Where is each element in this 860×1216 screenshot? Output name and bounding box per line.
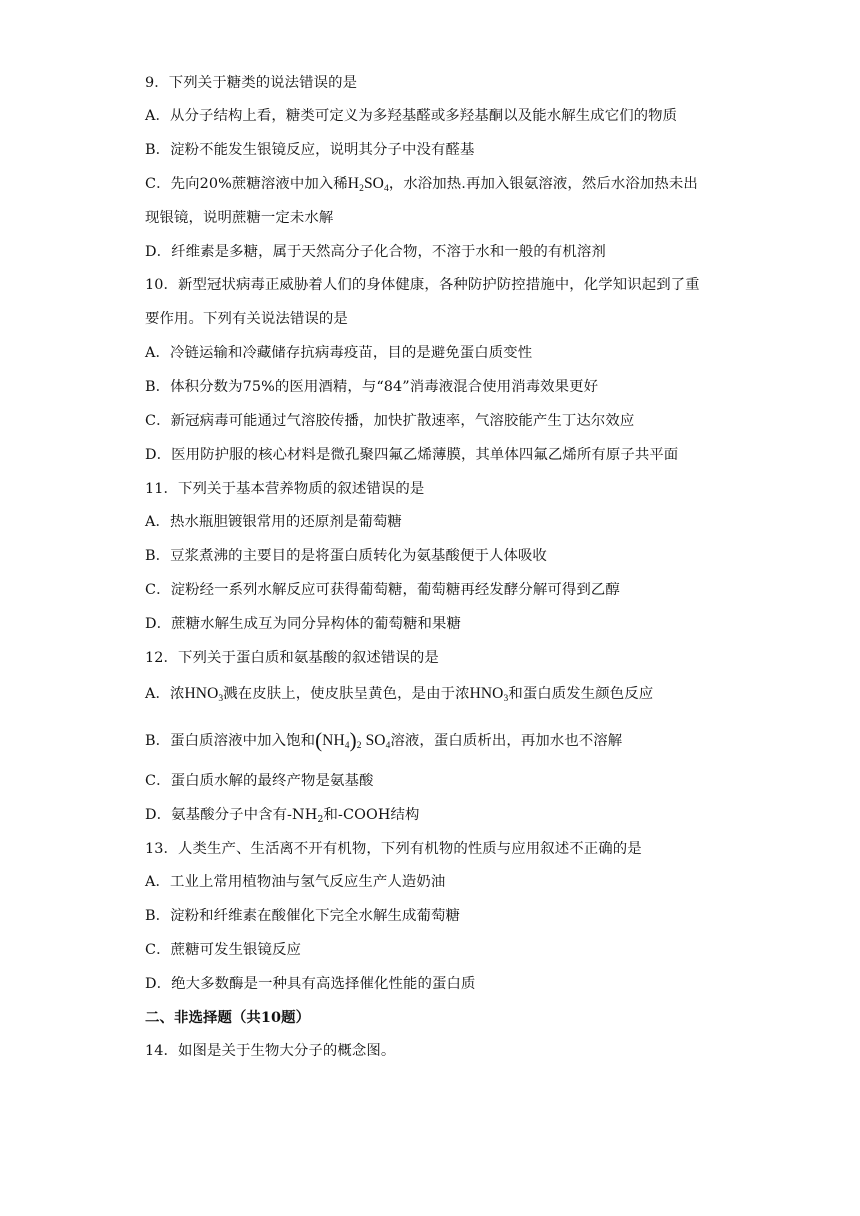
option-a-text-post: 和蛋白质发生颜色反应	[508, 686, 654, 702]
question-12-option-d	[145, 805, 420, 825]
option-a-text-pre: A．浓	[145, 686, 185, 702]
option-c-text-post: ，水浴加热.再加入银氨溶液，然后水浴加热未出	[388, 176, 698, 192]
option-b-text-post: 溶液，蛋白质析出，再加水也不溶解	[390, 733, 623, 749]
question-12-stem: 12．下列关于蛋白质和氨基酸的叙述错误的是	[145, 650, 439, 666]
question-10-option-b: B．体积分数为75%的医用酒精，与“84”消毒液混合使用消毒效果更好	[145, 379, 599, 395]
question-11-option-a: A．热水瓶胆镀银常用的还原剂是葡萄糖	[145, 514, 402, 530]
formula-h2so4: $H_2SO_4$	[347, 175, 389, 194]
question-10-option-a: A．冷链运输和冷藏储存抗病毒疫苗，目的是避免蛋白质变性	[145, 345, 533, 361]
formula-hno3: $HNO_3$	[469, 685, 509, 704]
question-9-option-c	[145, 174, 698, 194]
option-d-subscript: 2	[317, 814, 324, 825]
question-14-stem: 14．如图是关于生物大分子的概念图。	[145, 1043, 396, 1059]
question-13-option-d: D．绝大多数酶是一种具有高选择催化性能的蛋白质	[145, 976, 476, 992]
question-13-stem: 13．人类生产、生活离不开有机物，下列有机物的性质与应用叙述不正确的是	[145, 841, 642, 857]
option-d-text-post: 和-COOH结构	[323, 807, 420, 823]
question-10-stem-continued: 要作用。下列有关说法错误的是	[145, 311, 348, 327]
question-12-option-c: C．蛋白质水解的最终产物是氨基酸	[145, 773, 374, 789]
question-12-option-b	[145, 730, 622, 751]
question-9-stem: 9．下列关于糖类的说法错误的是	[145, 75, 358, 91]
question-13-option-a: A．工业上常用植物油与氢气反应生产人造奶油	[145, 874, 446, 890]
question-11-option-c: C．淀粉经一系列水解反应可获得葡萄糖，葡萄糖再经发酵分解可得到乙醇	[145, 582, 620, 598]
question-10-option-d: D．医用防护服的核心材料是微孔聚四氟乙烯薄膜，其单体四氟乙烯所有原子共平面	[145, 447, 679, 463]
question-12-option-a	[145, 684, 653, 704]
formula-hno3: $HNO_3$	[184, 685, 224, 704]
formula-ammonium-sulfate: $(NH_4)_2$ $SO_4$	[315, 728, 391, 752]
question-11-option-b: B．豆浆煮沸的主要目的是将蛋白质转化为氨基酸便于人体吸收	[145, 548, 547, 564]
question-10-stem: 10．新型冠状病毒正威胁着人们的身体健康，各种防护防控措施中，化学知识起到了重	[145, 277, 700, 293]
question-10-option-c: C．新冠病毒可能通过气溶胶传播，加快扩散速率，气溶胶能产生丁达尔效应	[145, 413, 635, 429]
option-d-text-pre: D．氨基酸分子中含有-NH	[145, 807, 318, 823]
question-11-stem: 11．下列关于基本营养物质的叙述错误的是	[145, 481, 425, 497]
question-11-option-d: D．蔗糖水解生成互为同分异构体的葡萄糖和果糖	[145, 616, 461, 632]
question-9-option-c-continued: 现银镜，说明蔗糖一定未水解	[145, 210, 334, 226]
question-9-option-d: D．纤维素是多糖，属于天然高分子化合物，不溶于水和一般的有机溶剂	[145, 244, 606, 260]
question-9-option-a: A．从分子结构上看，糖类可定义为多羟基醛或多羟基酮以及能水解生成它们的物质	[145, 108, 678, 124]
option-c-text-pre: C．先向20%蔗糖溶液中加入稀	[145, 176, 348, 192]
question-13-option-c: C．蔗糖可发生银镜反应	[145, 942, 302, 958]
question-9-option-b: B．淀粉不能发生银镜反应，说明其分子中没有醛基	[145, 142, 475, 158]
section-heading: 二、非选择题（共10题）	[145, 1009, 311, 1026]
question-13-option-b: B．淀粉和纤维素在酸催化下完全水解生成葡萄糖	[145, 908, 460, 924]
option-a-text-mid: 溅在皮肤上，使皮肤呈黄色，是由于浓	[223, 686, 470, 702]
option-b-text-pre: B．蛋白质溶液中加入饱和	[145, 733, 316, 749]
